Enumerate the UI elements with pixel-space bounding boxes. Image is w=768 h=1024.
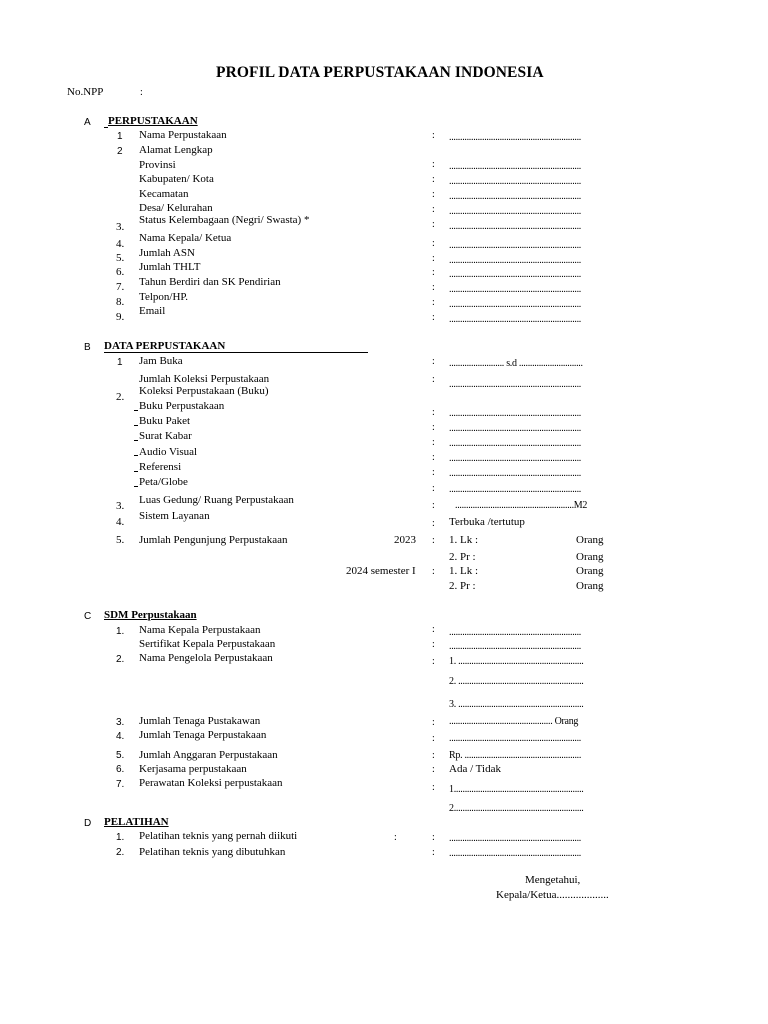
c6-colon: : [432, 764, 435, 775]
c1-field[interactable]: ............................................................ [449, 627, 582, 638]
section-d-heading: PELATIHAN [104, 816, 169, 828]
b4-label: Sistem Layanan [139, 510, 210, 522]
c-sertifikat-label: Sertifikat Kepala Perpustakaan [139, 638, 276, 650]
c-sertifikat-colon: : [432, 639, 435, 650]
b2-peta-dash [134, 486, 138, 487]
b2-buku-colon: : [432, 407, 435, 418]
b2-audio-field[interactable]: ............................................................ [449, 453, 582, 464]
b5-year-2023: 2023 [394, 534, 416, 546]
npp-colon: : [140, 87, 143, 98]
signature-kepala[interactable]: Kepala/Ketua................... [496, 889, 609, 901]
b2-surat-label: Surat Kabar [139, 430, 192, 442]
b5-year-2024: 2024 semester I [346, 565, 416, 577]
a2-provinsi-colon: : [432, 159, 435, 170]
b2-audio-colon: : [432, 452, 435, 463]
b5-2023-pr-unit: Orang [576, 551, 604, 563]
d1-field[interactable]: ............................................................ [449, 833, 582, 844]
a1-label: Nama Perpustakaan [139, 129, 227, 141]
a3-number: 3. [116, 221, 125, 233]
b5-2024-colon: : [432, 566, 435, 577]
c4-label: Jumlah Tenaga Perpustakaan [139, 729, 267, 741]
section-b-underline [104, 352, 368, 353]
a6-number: 6. [116, 266, 125, 278]
c2-field-2[interactable]: 2. ......................................................... [449, 676, 584, 687]
b2-audio-dash [134, 455, 138, 456]
c2-label: Nama Pengelola Perpustakaan [139, 652, 273, 664]
c7-field-2[interactable]: 2........................................................... [449, 803, 584, 814]
c1-colon: : [432, 624, 435, 635]
npp-label: No.NPP [67, 86, 104, 98]
a8-field[interactable]: ............................................................ [449, 299, 582, 310]
b2-surat-colon: : [432, 437, 435, 448]
b2-label: Koleksi Perpustakaan (Buku) [139, 385, 269, 397]
b5-2024-lk-unit: Orang [576, 565, 604, 577]
c5-field[interactable]: Rp. ..................................................... [449, 750, 582, 761]
a3-colon: : [432, 219, 435, 230]
c6-number: 6. [116, 764, 125, 775]
c5-number: 5. [116, 750, 125, 761]
a2-kecamatan-field[interactable]: ............................................................ [449, 191, 582, 202]
section-c-heading: SDM Perpustakaan [104, 609, 197, 621]
b2-surat-field[interactable]: ............................................................ [449, 438, 582, 449]
b5-2023-lk-unit: Orang [576, 534, 604, 546]
c3-number: 3. [116, 717, 125, 728]
d2-field[interactable]: ............................................................ [449, 848, 582, 859]
b5-2023-colon: : [432, 535, 435, 546]
d1-colon: : [432, 832, 435, 843]
b5-2024-pr-unit: Orang [576, 580, 604, 592]
a4-label: Nama Kepala/ Ketua [139, 232, 232, 244]
b2-paket-field[interactable]: ............................................................ [449, 423, 582, 434]
b5-2023-lk: 1. Lk : [449, 534, 479, 546]
b-koleksi-colon: : [432, 374, 435, 385]
a7-field[interactable]: ............................................................ [449, 284, 582, 295]
a8-label: Telpon/HP. [139, 291, 189, 303]
b4-colon: : [432, 518, 435, 529]
b-koleksi-field[interactable]: ............................................................ [449, 379, 582, 390]
c5-colon: : [432, 750, 435, 761]
section-a-heading: PERPUSTAKAAN [108, 115, 198, 127]
d1-number: 1. [116, 832, 125, 843]
a6-colon: : [432, 267, 435, 278]
b3-field[interactable]: ......................................................M2 [455, 500, 588, 511]
c3-colon: : [432, 717, 435, 728]
a6-field[interactable]: ............................................................ [449, 269, 582, 280]
a7-label: Tahun Berdiri dan SK Pendirian [139, 276, 281, 288]
c-sertifikat-field[interactable]: ............................................................ [449, 641, 582, 652]
b5-2024-lk: 1. Lk : [449, 565, 479, 577]
d1-inner-colon: : [394, 832, 397, 843]
a2-provinsi-field[interactable]: ............................................................ [449, 161, 582, 172]
a8-colon: : [432, 297, 435, 308]
b2-peta-field[interactable]: ............................................................ [449, 484, 582, 495]
c4-field[interactable]: ............................................................ [449, 733, 582, 744]
b2-buku-field[interactable]: ............................................................ [449, 408, 582, 419]
a2-kecamatan-colon: : [432, 189, 435, 200]
a4-colon: : [432, 238, 435, 249]
b1-field[interactable]: ......................... s.d ............................. [449, 358, 583, 369]
d1-label: Pelatihan teknis yang pernah diikuti [139, 830, 298, 842]
a5-field[interactable]: ............................................................ [449, 255, 582, 266]
a7-colon: : [432, 282, 435, 293]
b2-buku-dash [134, 410, 138, 411]
b2-peta-label: Peta/Globe [139, 476, 188, 488]
c7-number: 7. [116, 779, 125, 790]
page-title: PROFIL DATA PERPUSTAKAAN INDONESIA [216, 64, 544, 81]
b5-2023-pr: 2. Pr : [449, 551, 476, 563]
a9-label: Email [139, 305, 166, 317]
c1-label: Nama Kepala Perpustakaan [139, 624, 261, 636]
d2-label: Pelatihan teknis yang dibutuhkan [139, 846, 286, 858]
c2-number: 2. [116, 654, 125, 665]
b5-label: Jumlah Pengunjung Perpustakaan [139, 534, 288, 546]
a2-kabupaten-field[interactable]: ............................................................ [449, 176, 582, 187]
b2-referensi-colon: : [432, 467, 435, 478]
c2-colon: : [432, 656, 435, 667]
b2-referensi-dash [134, 471, 138, 472]
a4-number: 4. [116, 238, 125, 250]
a2-provinsi-label: Provinsi [139, 159, 176, 171]
b3-number: 3. [116, 500, 125, 512]
c4-number: 4. [116, 731, 125, 742]
b2-paket-colon: : [432, 422, 435, 433]
a5-label: Jumlah ASN [139, 247, 195, 259]
a7-number: 7. [116, 281, 125, 293]
b2-paket-label: Buku Paket [139, 415, 191, 427]
c6-label: Kerjasama perpustakaan [139, 763, 247, 775]
c2-field-1[interactable]: 1. ......................................................... [449, 656, 584, 667]
b1-number: 1 [117, 357, 123, 368]
b2-referensi-field[interactable]: ............................................................ [449, 468, 582, 479]
a3-field[interactable]: ............................................................ [449, 221, 582, 232]
a2-desa-label: Desa/ Kelurahan [139, 202, 213, 214]
signature-mengetahui: Mengetahui, [525, 874, 581, 886]
a9-colon: : [432, 312, 435, 323]
a9-field[interactable]: ............................................................ [449, 314, 582, 325]
a2-kabupaten-colon: : [432, 174, 435, 185]
a2-label: Alamat Lengkap [139, 144, 213, 156]
b-koleksi-label: Jumlah Koleksi Perpustakaan [139, 373, 270, 385]
a2-kecamatan-label: Kecamatan [139, 188, 189, 200]
section-b-heading: DATA PERPUSTAKAAN [104, 340, 226, 352]
b2-buku-label: Buku Perpustakaan [139, 400, 225, 412]
c7-label: Perawatan Koleksi perpustakaan [139, 777, 283, 789]
b2-referensi-label: Referensi [139, 461, 182, 473]
b2-audio-label: Audio Visual [139, 446, 198, 458]
a2-desa-field[interactable]: ............................................................ [449, 206, 582, 217]
b4-value[interactable]: Terbuka /tertutup [449, 516, 525, 528]
section-c-letter: C [84, 611, 92, 622]
b2-surat-dash [134, 440, 138, 441]
c3-label: Jumlah Tenaga Pustakawan [139, 715, 261, 727]
a3-label: Status Kelembagaan (Negri/ Swasta) * [139, 214, 310, 226]
c7-colon: : [432, 782, 435, 793]
b5-number: 5. [116, 534, 125, 546]
b1-colon: : [432, 356, 435, 367]
d2-number: 2. [116, 847, 125, 858]
section-d-letter: D [84, 818, 92, 829]
c1-number: 1. [116, 626, 125, 637]
b3-colon: : [432, 500, 435, 511]
b1-label: Jam Buka [139, 355, 183, 367]
b3-label: Luas Gedung/ Ruang Perpustakaan [139, 494, 294, 506]
a1-field[interactable]: ............................................................ [449, 132, 582, 143]
c4-colon: : [432, 733, 435, 744]
b2-paket-dash [134, 425, 138, 426]
b2-number: 2. [116, 391, 125, 403]
a2-number: 2 [117, 146, 123, 157]
a4-field[interactable]: ............................................................ [449, 240, 582, 251]
c5-label: Jumlah Anggaran Perpustakaan [139, 749, 278, 761]
a2-desa-colon: : [432, 204, 435, 215]
a5-number: 5. [116, 252, 125, 264]
section-a-underline-lead [104, 127, 108, 128]
a8-number: 8. [116, 296, 125, 308]
a1-number: 1 [117, 131, 123, 142]
a5-colon: : [432, 253, 435, 264]
a2-kabupaten-label: Kabupaten/ Kota [139, 173, 214, 185]
c2-field-3[interactable]: 3. ......................................................... [449, 699, 584, 710]
a6-label: Jumlah THLT [139, 261, 201, 273]
a9-number: 9. [116, 311, 125, 323]
section-b-letter: B [84, 342, 91, 353]
section-a-letter: A [84, 117, 91, 128]
b4-number: 4. [116, 516, 125, 528]
a1-colon: : [432, 130, 435, 141]
c7-field-1[interactable]: 1........................................................... [449, 784, 584, 795]
b5-2024-pr: 2. Pr : [449, 580, 476, 592]
c3-field[interactable]: ............................................... Orang [449, 716, 579, 727]
d2-colon: : [432, 847, 435, 858]
c6-value[interactable]: Ada / Tidak [449, 763, 501, 775]
b2-peta-colon: : [432, 483, 435, 494]
